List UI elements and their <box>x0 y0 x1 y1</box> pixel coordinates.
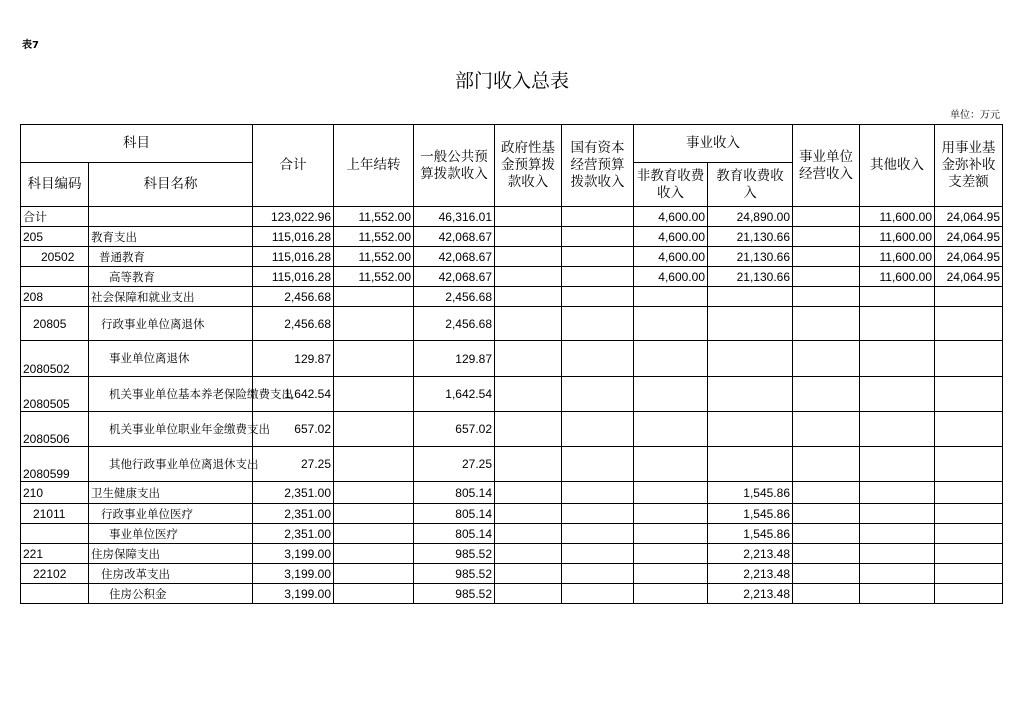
fund-cell <box>935 377 1003 412</box>
edu-cell <box>708 412 793 447</box>
operating-cell <box>793 412 860 447</box>
general-cell: 42,068.67 <box>414 227 495 247</box>
other-cell: 11,600.00 <box>860 267 935 287</box>
non-edu-cell <box>634 584 708 604</box>
carryover-cell <box>334 504 414 524</box>
total-cell: 2,351.00 <box>253 524 334 544</box>
carryover-cell: 11,552.00 <box>334 227 414 247</box>
table-row <box>21 564 1003 584</box>
table-row <box>21 504 1003 524</box>
carryover-cell <box>334 287 414 307</box>
subject-name-cell: 行政事业单位医疗 <box>89 504 253 524</box>
other-cell <box>860 412 935 447</box>
non-edu-cell <box>634 341 708 377</box>
gov-cell <box>495 564 562 584</box>
subject-name-cell: 行政事业单位离退休 <box>89 307 253 341</box>
header-fund-offset: 用事业基金弥补收支差额 <box>935 125 1003 207</box>
other-cell <box>860 447 935 482</box>
total-cell: 657.02 <box>253 412 334 447</box>
general-cell: 2,456.68 <box>414 287 495 307</box>
other-cell: 11,600.00 <box>860 207 935 227</box>
subject-name-cell: 卫生健康支出 <box>89 482 253 504</box>
general-cell: 985.52 <box>414 544 495 564</box>
edu-cell: 1,545.86 <box>708 482 793 504</box>
subject-code-cell: 2080599 <box>21 447 89 482</box>
fund-cell: 24,064.95 <box>935 227 1003 247</box>
fund-cell <box>935 482 1003 504</box>
header-subject-name: 科目名称 <box>89 163 253 207</box>
table-row <box>21 207 1003 227</box>
subject-code-cell: 2080505 <box>21 377 89 412</box>
edu-cell: 21,130.66 <box>708 227 793 247</box>
total-cell: 3,199.00 <box>253 544 334 564</box>
header-other-income: 其他收入 <box>860 125 935 207</box>
subject-name-cell: 事业单位医疗 <box>89 524 253 544</box>
fund-cell: 24,064.95 <box>935 247 1003 267</box>
total-cell: 2,456.68 <box>253 307 334 341</box>
other-cell <box>860 524 935 544</box>
gov-cell <box>495 267 562 287</box>
general-cell: 805.14 <box>414 504 495 524</box>
state-cell <box>562 584 634 604</box>
operating-cell <box>793 377 860 412</box>
subject-code-cell: 205 <box>21 227 89 247</box>
subject-name-cell <box>89 207 253 227</box>
carryover-cell <box>334 544 414 564</box>
total-cell: 2,351.00 <box>253 482 334 504</box>
non-edu-cell <box>634 504 708 524</box>
subject-code-cell <box>21 267 89 287</box>
subject-name-cell: 住房公积金 <box>89 584 253 604</box>
general-cell: 42,068.67 <box>414 267 495 287</box>
operating-cell <box>793 544 860 564</box>
carryover-cell <box>334 564 414 584</box>
edu-cell <box>708 377 793 412</box>
state-cell <box>562 564 634 584</box>
non-edu-cell <box>634 482 708 504</box>
other-cell <box>860 307 935 341</box>
operating-cell <box>793 287 860 307</box>
gov-cell <box>495 341 562 377</box>
edu-cell: 21,130.66 <box>708 267 793 287</box>
non-edu-cell <box>634 287 708 307</box>
fund-cell <box>935 412 1003 447</box>
total-cell: 123,022.96 <box>253 207 334 227</box>
header-general-budget: 一般公共预算拨款收入 <box>414 125 495 207</box>
operating-cell <box>793 564 860 584</box>
non-edu-cell <box>634 377 708 412</box>
gov-cell <box>495 482 562 504</box>
general-cell: 985.52 <box>414 564 495 584</box>
fund-cell <box>935 307 1003 341</box>
edu-cell <box>708 287 793 307</box>
other-cell <box>860 504 935 524</box>
non-edu-cell <box>634 524 708 544</box>
income-table <box>20 124 1003 604</box>
state-cell <box>562 247 634 267</box>
other-cell <box>860 544 935 564</box>
gov-cell <box>495 377 562 412</box>
header-total: 合计 <box>253 125 334 207</box>
subject-code-cell: 合计 <box>21 207 89 227</box>
subject-name-cell: 教育支出 <box>89 227 253 247</box>
general-cell: 2,456.68 <box>414 307 495 341</box>
edu-cell <box>708 341 793 377</box>
fund-cell <box>935 544 1003 564</box>
operating-cell <box>793 341 860 377</box>
other-cell <box>860 564 935 584</box>
subject-name-cell: 社会保障和就业支出 <box>89 287 253 307</box>
subject-name-cell: 机关事业单位基本养老保险缴费支出 <box>89 377 253 412</box>
subject-code-cell: 2080502 <box>21 341 89 377</box>
operating-cell <box>793 584 860 604</box>
table-row <box>21 227 1003 247</box>
page-title: 部门收入总表 <box>454 70 569 92</box>
non-edu-cell <box>634 564 708 584</box>
non-edu-cell <box>634 447 708 482</box>
header-unit-operating: 事业单位经营收入 <box>793 125 860 207</box>
edu-cell: 21,130.66 <box>708 247 793 267</box>
carryover-cell: 11,552.00 <box>334 207 414 227</box>
operating-cell <box>793 227 860 247</box>
table-row <box>21 287 1003 307</box>
subject-code-cell: 22102 <box>21 564 89 584</box>
unit-label: 单位：万元 <box>950 110 1000 121</box>
general-cell: 805.14 <box>414 524 495 544</box>
non-edu-cell: 4,600.00 <box>634 267 708 287</box>
gov-cell <box>495 307 562 341</box>
table-row <box>21 524 1003 544</box>
gov-cell <box>495 207 562 227</box>
subject-name-cell: 住房改革支出 <box>89 564 253 584</box>
header-subject-code: 科目编码 <box>21 163 89 207</box>
general-cell: 129.87 <box>414 341 495 377</box>
edu-cell <box>708 307 793 341</box>
carryover-cell: 11,552.00 <box>334 267 414 287</box>
gov-cell <box>495 524 562 544</box>
subject-name-cell: 高等教育 <box>89 267 253 287</box>
edu-cell: 2,213.48 <box>708 584 793 604</box>
non-edu-cell: 4,600.00 <box>634 227 708 247</box>
general-cell: 985.52 <box>414 584 495 604</box>
header-gov-fund: 政府性基金预算拨款收入 <box>495 125 562 207</box>
operating-cell <box>793 307 860 341</box>
total-cell: 1,642.54 <box>253 377 334 412</box>
edu-cell: 1,545.86 <box>708 504 793 524</box>
non-edu-cell <box>634 544 708 564</box>
table-tag: 表7 <box>22 40 39 51</box>
subject-name-cell: 事业单位离退休 <box>89 341 253 377</box>
subject-code-cell: 20502 <box>21 247 89 267</box>
subject-code-cell <box>21 584 89 604</box>
table-row <box>21 447 1003 482</box>
header-state-capital: 国有资本经营预算拨款收入 <box>562 125 634 207</box>
header-subject: 科目 <box>21 125 253 163</box>
carryover-cell <box>334 377 414 412</box>
table-row <box>21 584 1003 604</box>
carryover-cell <box>334 584 414 604</box>
general-cell: 42,068.67 <box>414 247 495 267</box>
state-cell <box>562 227 634 247</box>
subject-code-cell: 20805 <box>21 307 89 341</box>
other-cell <box>860 584 935 604</box>
other-cell <box>860 341 935 377</box>
fund-cell: 24,064.95 <box>935 267 1003 287</box>
general-cell: 27.25 <box>414 447 495 482</box>
subject-code-cell: 210 <box>21 482 89 504</box>
edu-cell: 24,890.00 <box>708 207 793 227</box>
fund-cell <box>935 447 1003 482</box>
total-cell: 3,199.00 <box>253 584 334 604</box>
carryover-cell <box>334 412 414 447</box>
table-body <box>21 207 1003 604</box>
gov-cell <box>495 287 562 307</box>
general-cell: 657.02 <box>414 412 495 447</box>
table-row <box>21 307 1003 341</box>
operating-cell <box>793 267 860 287</box>
gov-cell <box>495 544 562 564</box>
state-cell <box>562 524 634 544</box>
edu-cell <box>708 447 793 482</box>
state-cell <box>562 207 634 227</box>
gov-cell <box>495 504 562 524</box>
total-cell: 2,456.68 <box>253 287 334 307</box>
subject-code-cell: 208 <box>21 287 89 307</box>
total-cell: 27.25 <box>253 447 334 482</box>
table-row <box>21 341 1003 377</box>
operating-cell <box>793 504 860 524</box>
table-row <box>21 412 1003 447</box>
general-cell: 1,642.54 <box>414 377 495 412</box>
subject-code-cell <box>21 524 89 544</box>
non-edu-cell <box>634 307 708 341</box>
non-edu-cell: 4,600.00 <box>634 247 708 267</box>
table-row <box>21 544 1003 564</box>
edu-cell: 1,545.86 <box>708 524 793 544</box>
operating-cell <box>793 247 860 267</box>
subject-name-cell: 普通教育 <box>89 247 253 267</box>
fund-cell: 24,064.95 <box>935 207 1003 227</box>
subject-name-cell: 机关事业单位职业年金缴费支出 <box>89 412 253 447</box>
total-cell: 115,016.28 <box>253 247 334 267</box>
operating-cell <box>793 524 860 544</box>
state-cell <box>562 267 634 287</box>
other-cell <box>860 482 935 504</box>
other-cell <box>860 377 935 412</box>
gov-cell <box>495 227 562 247</box>
non-edu-cell: 4,600.00 <box>634 207 708 227</box>
subject-name-cell: 住房保障支出 <box>89 544 253 564</box>
header-edu-fee: 教育收费收入 <box>708 163 793 207</box>
gov-cell <box>495 412 562 447</box>
state-cell <box>562 377 634 412</box>
fund-cell <box>935 524 1003 544</box>
header-carryover: 上年结转 <box>334 125 414 207</box>
total-cell: 115,016.28 <box>253 227 334 247</box>
header-business-income: 事业收入 <box>634 125 793 163</box>
table-row <box>21 482 1003 504</box>
fund-cell <box>935 564 1003 584</box>
state-cell <box>562 341 634 377</box>
other-cell: 11,600.00 <box>860 247 935 267</box>
carryover-cell: 11,552.00 <box>334 247 414 267</box>
state-cell <box>562 447 634 482</box>
table-row <box>21 377 1003 412</box>
fund-cell <box>935 287 1003 307</box>
carryover-cell <box>334 524 414 544</box>
fund-cell <box>935 504 1003 524</box>
total-cell: 3,199.00 <box>253 564 334 584</box>
state-cell <box>562 412 634 447</box>
general-cell: 46,316.01 <box>414 207 495 227</box>
subject-name-cell: 其他行政事业单位离退休支出 <box>89 447 253 482</box>
other-cell <box>860 287 935 307</box>
table-row <box>21 267 1003 287</box>
state-cell <box>562 504 634 524</box>
state-cell <box>562 287 634 307</box>
edu-cell: 2,213.48 <box>708 564 793 584</box>
table-row <box>21 247 1003 267</box>
other-cell: 11,600.00 <box>860 227 935 247</box>
operating-cell <box>793 447 860 482</box>
subject-code-cell: 221 <box>21 544 89 564</box>
state-cell <box>562 307 634 341</box>
carryover-cell <box>334 341 414 377</box>
carryover-cell <box>334 482 414 504</box>
state-cell <box>562 544 634 564</box>
carryover-cell <box>334 447 414 482</box>
operating-cell <box>793 207 860 227</box>
edu-cell: 2,213.48 <box>708 544 793 564</box>
subject-code-cell: 2080506 <box>21 412 89 447</box>
non-edu-cell <box>634 412 708 447</box>
fund-cell <box>935 584 1003 604</box>
total-cell: 2,351.00 <box>253 504 334 524</box>
fund-cell <box>935 341 1003 377</box>
total-cell: 115,016.28 <box>253 267 334 287</box>
subject-code-cell: 21011 <box>21 504 89 524</box>
carryover-cell <box>334 307 414 341</box>
gov-cell <box>495 247 562 267</box>
gov-cell <box>495 447 562 482</box>
total-cell: 129.87 <box>253 341 334 377</box>
header-non-edu-fee: 非教育收费收入 <box>634 163 708 207</box>
general-cell: 805.14 <box>414 482 495 504</box>
gov-cell <box>495 584 562 604</box>
operating-cell <box>793 482 860 504</box>
state-cell <box>562 482 634 504</box>
